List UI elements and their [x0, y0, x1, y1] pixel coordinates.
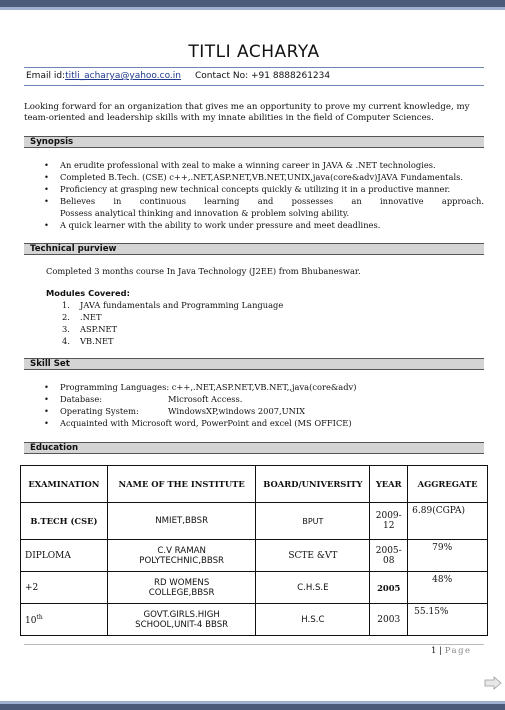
header-year: YEAR	[370, 466, 408, 503]
exam-cell: DIPLOMA	[21, 540, 108, 572]
table-row	[21, 503, 488, 540]
module-item: 2. .NET	[62, 312, 102, 322]
bullet-icon: •	[44, 220, 49, 230]
synopsis-item: • A quick learner with the ability to work under pressure and meet deadlines.	[44, 220, 381, 230]
aggregate-cell: 48%	[408, 572, 488, 604]
page-number: 1 | Page	[431, 646, 472, 656]
course-completed: Completed 3 months course In Java Technology (J2EE) from Bhubaneswar.	[46, 266, 361, 276]
institute-cell: NMIET,BBSR	[107, 503, 256, 540]
aggregate-cell: 79%	[408, 540, 488, 572]
header-institute: NAME OF THE INSTITUTE	[107, 466, 256, 503]
skill-item: • Programming Languages: c++,.NET,ASP.NET,VB.NET,,java(core&adv)	[44, 382, 357, 392]
bullet-icon: •	[44, 172, 49, 182]
institute-cell: C.V RAMAN POLYTECHNIC,BBSR	[107, 540, 256, 572]
exam-cell: +2	[21, 572, 108, 604]
section-technical-heading: Technical purview	[24, 243, 484, 255]
institute-cell: GOVT.GIRLS.HIGH SCHOOL,UNIT-4 BBSR	[107, 604, 256, 636]
top-border	[0, 0, 505, 7]
table-row	[21, 572, 488, 604]
education-table	[20, 465, 488, 636]
board-cell: H.S.C	[256, 604, 370, 636]
header-board: BOARD/UNIVERSITY	[256, 466, 370, 503]
skills-list	[24, 381, 484, 429]
header-examination: EXAMINATION	[21, 466, 108, 503]
email-label: Email id:	[26, 71, 66, 81]
bullet-icon: •	[44, 184, 49, 194]
synopsis-list	[24, 159, 484, 231]
arrow-right-icon[interactable]	[484, 676, 502, 690]
board-cell: SCTE &VT	[256, 540, 370, 572]
header-rule-top	[24, 67, 484, 68]
header-rule-bottom	[24, 85, 484, 86]
top-border-accent	[0, 7, 505, 10]
skill-item: • Database: Microsoft Access.	[44, 394, 243, 404]
institute-cell: RD WOMENS COLLEGE,BBSR	[107, 572, 256, 604]
modules-heading: Modules Covered:	[46, 288, 130, 298]
board-cell: BPUT	[256, 503, 370, 540]
synopsis-item: • Believes in continuous learning and possesses an innovative approach. Possess analytical thinking and innovation & problem solving ability.	[44, 196, 484, 218]
header-aggregate: AGGREGATE	[408, 466, 488, 503]
bullet-icon: •	[44, 382, 49, 392]
skill-item: • Operating System: WindowsXP,windows 2007,UNIX	[44, 406, 306, 416]
bullet-icon: •	[44, 406, 49, 416]
year-cell: 2003	[370, 604, 408, 636]
aggregate-cell: 55.15%	[408, 604, 488, 636]
section-education-heading: Education	[24, 442, 484, 454]
synopsis-item: • Completed B.Tech. (CSE) c++,.NET,ASP.NET,VB.NET,UNIX,java(core&adv)JAVA Fundamentals.	[44, 172, 464, 182]
exam-cell: 10th	[21, 604, 108, 636]
skill-item: • Acquainted with Microsoft word, PowerPoint and excel (MS OFFICE)	[44, 418, 352, 428]
bullet-icon: •	[44, 394, 49, 404]
year-cell: 2009-12	[370, 503, 408, 540]
module-item: 1. JAVA fundamentals and Programming Language	[62, 300, 284, 310]
synopsis-item: • Proficiency at grasping new technical concepts quickly & utilizing it in a productive manner.	[44, 184, 451, 194]
synopsis-item: • An erudite professional with zeal to make a winning career in JAVA & .NET technologies.	[44, 160, 436, 170]
footer-rule	[24, 644, 484, 645]
exam-cell: B.TECH (CSE)	[21, 503, 108, 540]
contact-number: Contact No: +91 8888261234	[194, 71, 331, 81]
table-row	[21, 540, 488, 572]
aggregate-cell: 6.89(CGPA)	[408, 503, 488, 540]
bullet-icon: •	[44, 196, 49, 206]
module-item: 4. VB.NET	[62, 336, 114, 346]
board-cell: C.H.S.E	[256, 572, 370, 604]
modules-list	[62, 299, 283, 347]
email-link[interactable]: titli_acharya@yahoo.co.in	[65, 71, 181, 81]
bottom-border	[0, 704, 505, 710]
section-skills-heading: Skill Set	[24, 358, 484, 370]
career-objective: Looking forward for an organization that gives me an opportunity to prove my current knowledge, my team-oriented and leadership skills with my innate abilities in the field of Computer Sciences.	[24, 102, 470, 123]
contact-line	[26, 71, 330, 81]
bullet-icon: •	[44, 418, 49, 428]
candidate-name: TITLI ACHARYA	[188, 42, 320, 62]
module-item: 3. ASP.NET	[62, 324, 118, 334]
bullet-icon: •	[44, 160, 49, 170]
section-synopsis-heading: Synopsis	[24, 136, 484, 148]
education-header-row	[21, 466, 488, 503]
table-row	[21, 604, 488, 636]
year-cell: 2005	[370, 572, 408, 604]
year-cell: 2005-08	[370, 540, 408, 572]
